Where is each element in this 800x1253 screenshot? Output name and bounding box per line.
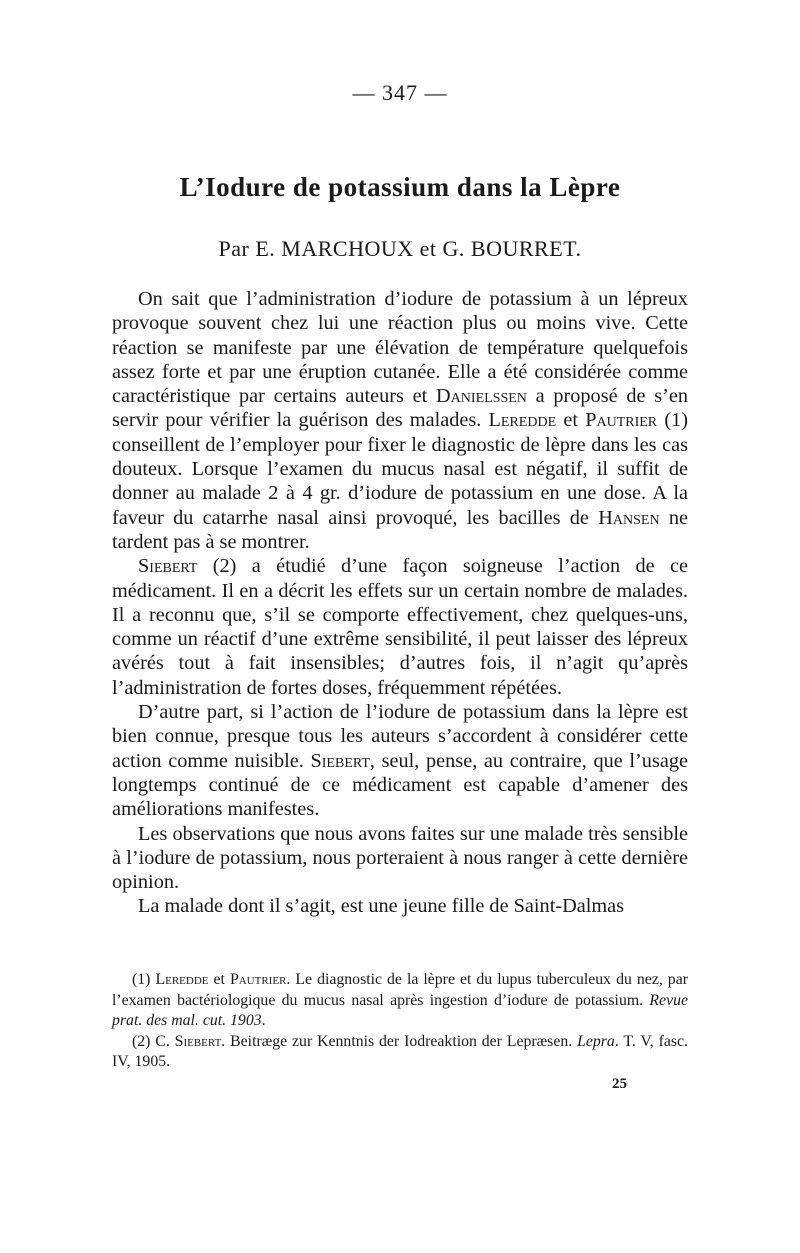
p1-text-e: ne tardent pas à se montrer. xyxy=(112,506,688,553)
author-leredde: Leredde xyxy=(488,409,557,432)
paragraph-2 xyxy=(112,554,688,700)
author-siebert: Siebert xyxy=(310,749,370,772)
fn2-text-c: . T. V, fasc. IV, 1905. xyxy=(112,1032,688,1070)
p3-text-b: , seul, pense, au contraire, que l’usage longtemps continué de ce médicament est capable d’amener des améliorations manifestes. xyxy=(112,749,688,821)
p1-text-d: (1) conseillent de l’employer pour fixer le diagnostic de lèpre dans les cas douteux. Lorsque l’examen du mucus nasal est négatif, il suffit de donner au malade 2 à 4 gr. d’iodure de potassium en une dose. A la faveur du catarrhe nasal ainsi provoqué, les bacilles de xyxy=(112,409,689,529)
footnotes xyxy=(112,970,688,1073)
article-title: L’Iodure de potassium dans la Lèpre xyxy=(179,172,621,202)
fn2-author-siebert: Siebert xyxy=(174,1032,222,1050)
paragraph-1 xyxy=(112,287,688,554)
fn1-text-d: . xyxy=(261,1012,266,1029)
byline: Par E. MARCHOUX et G. BOURRET. xyxy=(218,236,582,261)
page-number: — 347 — xyxy=(352,80,448,105)
p3-text-a: D’autre part, si l’action de l’iodure de potassium dans la lèpre est bien connue, presque tous les auteurs s’accordent à considérer cette action comme nuisible. xyxy=(112,701,688,772)
fn1-text-c: . Le diagnostic de la lèpre et du lupus tuberculeux du nez, par l’examen bactériologique du mucus nasal après ingestion d’iodure de potassium. xyxy=(112,971,688,1009)
signature-mark: 25 xyxy=(612,1076,627,1092)
p1-text-a: On sait que l’administration d’iodure de potassium à un lépreux provoque souvent chez lui une réaction plus ou moins vive. Cette réaction se manifeste par une élévation de température quelquefois assez forte et par une éruption cutanée. Elle a été considérée comme caractéristique par certains auteurs et xyxy=(112,288,688,408)
footnote-1 xyxy=(112,970,688,1032)
paragraph-4: Les observations que nous avons faites sur une malade très sensible à l’iodure de potassium, nous porteraient à nous ranger à cette dernière opinion. xyxy=(112,822,688,894)
fn1-text-b: et xyxy=(208,971,230,988)
fn1-text-a: (1) xyxy=(132,971,156,988)
paragraph-3 xyxy=(112,700,688,821)
p1-text-b: a proposé de s’en servir pour vérifier la guérison des malades. xyxy=(112,385,688,432)
author-danielssen: Danielssen xyxy=(436,385,527,408)
article-body xyxy=(112,287,688,919)
fn2-text-b: . Beitræge zur Kenntnis der Iodreaktion der Lepræsen. xyxy=(221,1032,578,1050)
fn2-text-a: (2) C. xyxy=(132,1032,175,1050)
author-siebert: Siebert xyxy=(138,555,198,578)
fn1-author-pautrier: Pautrier xyxy=(229,971,287,988)
paragraph-5: La malade dont il s’agit, est une jeune fille de Saint-Dalmas xyxy=(138,895,625,918)
author-pautrier: Pautrier xyxy=(585,409,658,432)
p1-text-c: et xyxy=(556,409,586,432)
footnote-2 xyxy=(112,1032,688,1073)
author-hansen: Hansen xyxy=(598,506,660,529)
fn1-journal: Revue prat. des mal. cut. 1903 xyxy=(112,991,688,1029)
fn1-author-leredde: Leredde xyxy=(155,971,209,988)
p2-text-a: (2) a étudié d’une façon soigneuse l’action de ce médicament. Il en a décrit les effets sur un certain nombre de malades. Il a reconnu que, s’il se comporte effectivement, chez quelques-uns, comme un réactif d’une extrême sensibilité, il peut laisser des lépreux avérés tout à fait insensibles; d’autres fois, il n’agit qu’après l’administration de fortes doses, fréquemment répétées. xyxy=(112,555,688,699)
fn2-journal: Lepra xyxy=(577,1032,615,1050)
